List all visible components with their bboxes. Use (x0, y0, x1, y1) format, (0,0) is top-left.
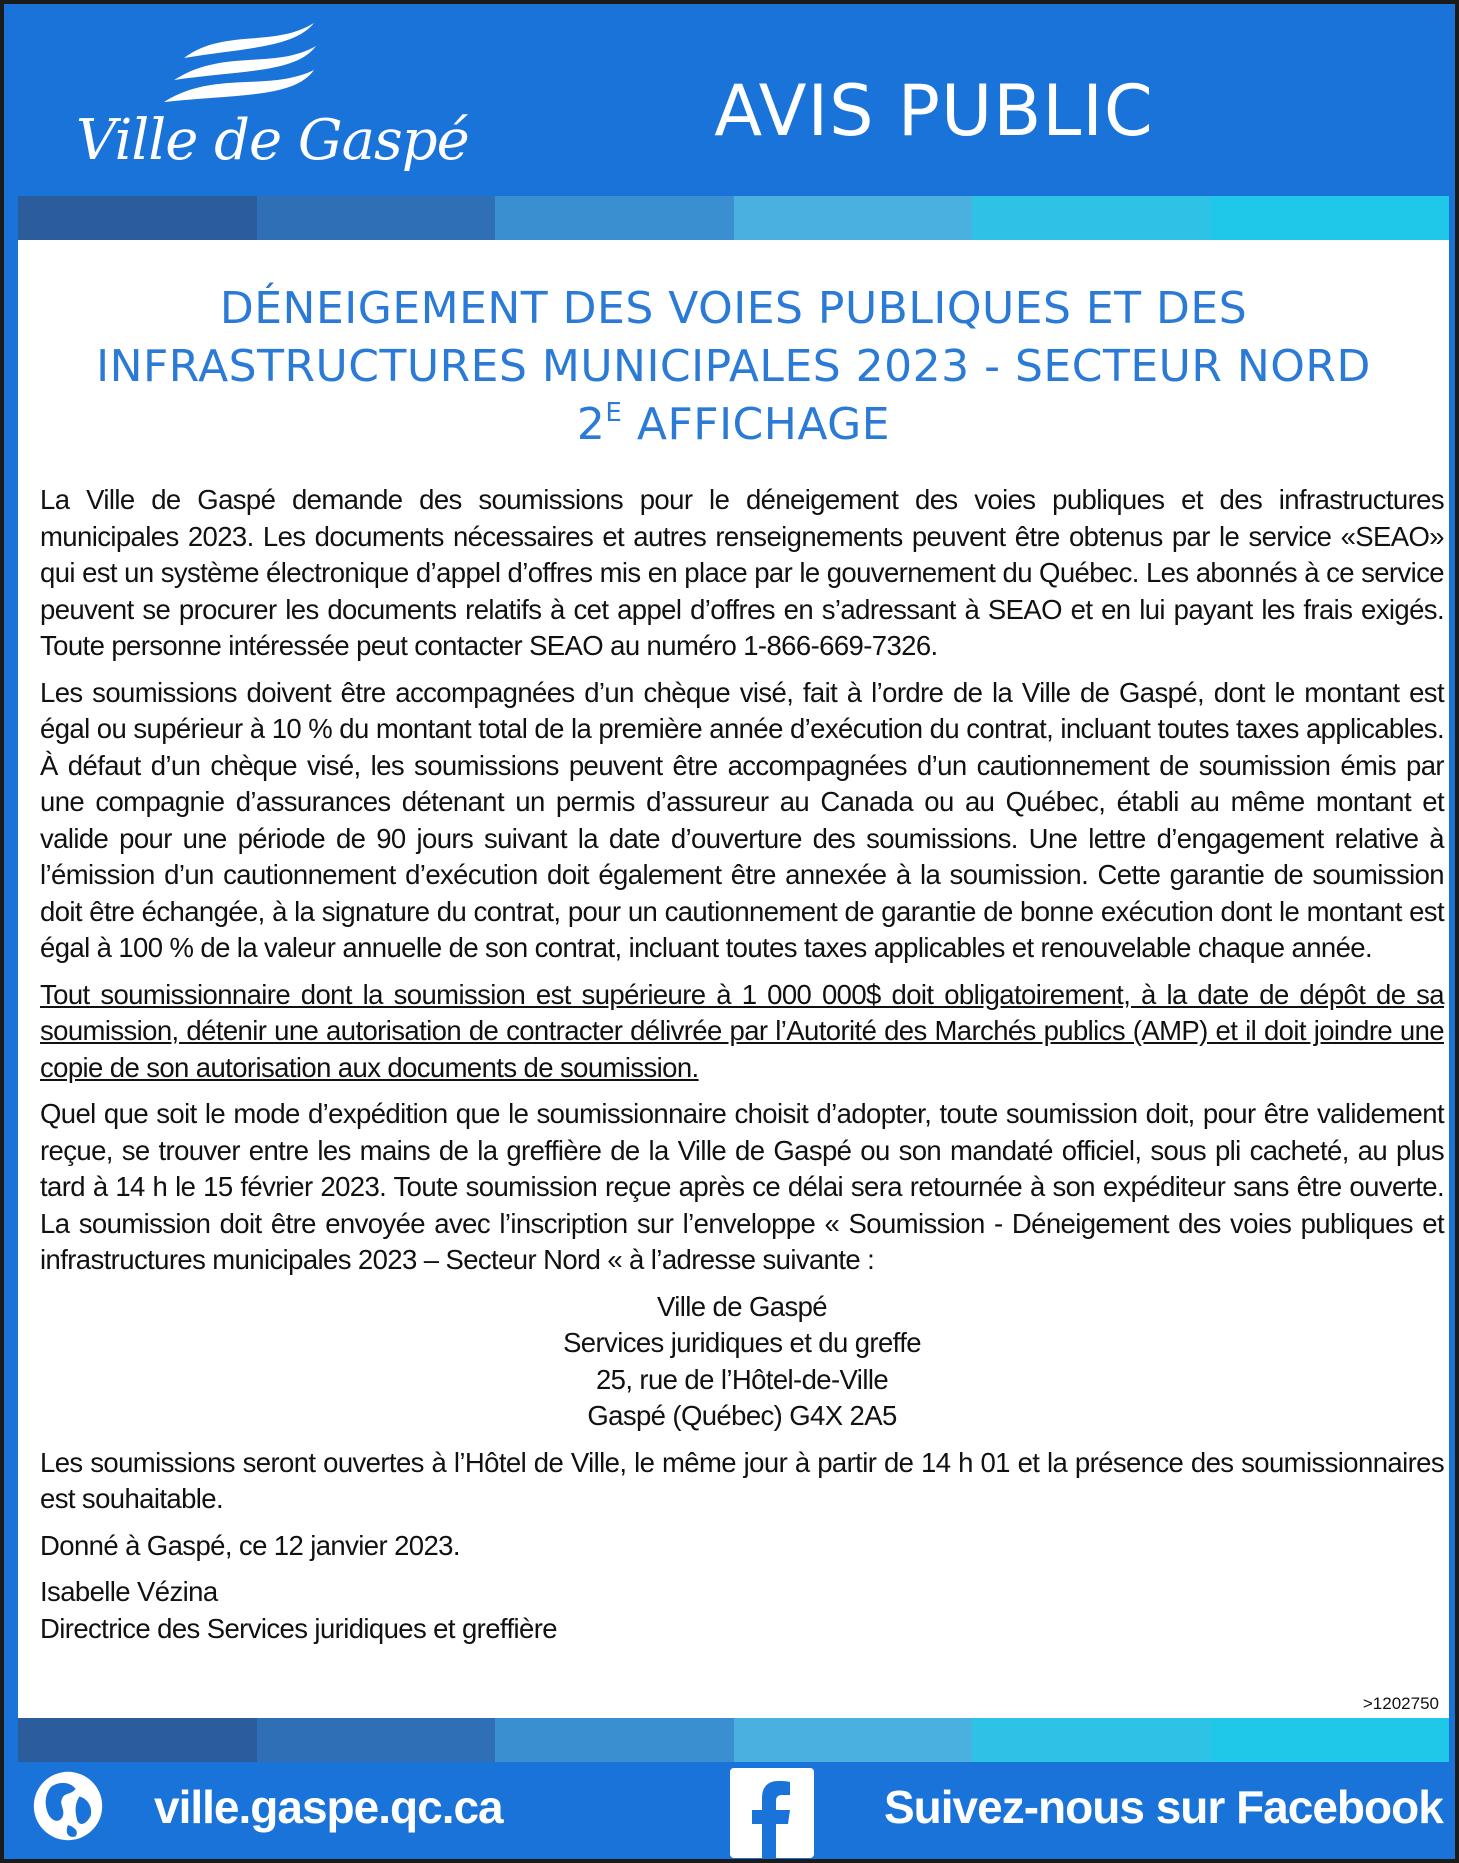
paragraph-amp-authorization: Tout soumissionnaire dont la soumission est supérieure à 1 000 000$ doit obligatoirement, à la date de dépôt de sa soumission, détenir une autorisation de contracter délivrée par l’Autorité des Marchés publics (AMP) et il doit joindre une copie de son autorisation aux documents de soumission. (40, 978, 1444, 1083)
globe-icon (30, 1768, 106, 1844)
paragraph-opening: Les soumissions seront ouvertes à l’Hôtel de Ville, le même jour à partir de 14 h 01 et la présence des soumissionnaires est souhaitable. (40, 1446, 1444, 1514)
address-line: Services juridiques et du greffe (563, 1327, 921, 1358)
notice-title-line: DÉNEIGEMENT DES VOIES PUBLIQUES ET DES (219, 283, 1248, 334)
notice-title-line: INFRASTRUCTURES MUNICIPALES 2023 - SECTEUR NORD (96, 341, 1371, 392)
paragraph-guarantee: Les soumissions doivent être accompagnées d’un chèque visé, fait à l’ordre de la Ville de Gaspé, dont le montant est égal ou supérieur à 10 % du montant total de la première année d’exécution du contrat, incluant toutes taxes applicables. À défaut d’un chèque visé, les soumissions peuvent être accompagnées d’un cautionnement de soumission émis par une compagnie d’assurances détenant un permis d’assureur au Canada ou au Québec, établi au même montant et valide pour une période de 90 jours suivant la date d’ouverture des soumissions. Une lettre d’engagement relative à l’émission d’un cautionnement d’exécution doit également être annexée à la soumission. Cette garantie de soumission doit être échangée, à la signature du contrat, pour un cautionnement de garantie de bonne exécution dont le montant est égal à 100 % de la valeur annuelle de son contrat, incluant toutes taxes applicables et renouvelable chaque année. (40, 676, 1444, 963)
mailing-address (40, 1289, 1444, 1435)
paragraph-intro: La Ville de Gaspé demande des soumissions pour le déneigement des voies publiques et des infrastructures municipales 2023. Les documents nécessaires et autres renseignements peuvent être obtenus par le service «SEAO» qui est un système électronique d’appel d’offres mis en place par le gouvernement du Québec. Les abonnés à ce service peuvent se procurer les documents relatifs à cet appel d’offres en s’adressant à SEAO et en lui payant les frais exigés. Toute personne intéressée peut contacter SEAO au numéro 1-866-669-7326. (40, 484, 1444, 661)
facebook-icon[interactable] (730, 1768, 814, 1858)
page-title: AVIS PUBLIC (714, 70, 1154, 152)
signer-name: Isabelle Vézina (40, 1576, 218, 1607)
posting-label: AFFICHAGE (622, 399, 891, 450)
given-date: Donné à Gaspé, ce 12 janvier 2023. (40, 1529, 460, 1561)
logo-text: Ville de Gaspé (76, 108, 469, 173)
address-line: 25, rue de l’Hôtel-de-Ville (595, 1363, 889, 1395)
color-stripe-bottom (18, 1718, 1449, 1762)
header (4, 4, 1455, 196)
notice-panel (18, 240, 1449, 1718)
paragraph-submission-deadline: Quel que soit le mode d’expédition que le soumissionnaire choisit d’adopter, toute soumission doit, pour être validement reçue, se trouver entre les mains de la greffière de la Ville de Gaspé ou son mandaté officiel, sous pli cacheté, au plus tard à 14 h le 15 février 2023. Toute soumission reçue après ce délai sera retournée à son expéditeur sans être ouverte. La soumission doit être envoyée avec l’inscription sur l’enveloppe « Soumission - Déneigement des voies publiques et infrastructures municipales 2023 – Secteur Nord « à l’adresse suivante : (40, 1098, 1444, 1275)
reference-code: >1202750 (1362, 1694, 1439, 1713)
signer-title: Directrice des Services juridiques et greffière (40, 1612, 557, 1644)
footer (4, 1762, 1455, 1859)
website-link[interactable]: ville.gaspe.qc.ca (154, 1781, 503, 1833)
notice-title (18, 280, 1449, 454)
color-stripe-top (18, 196, 1449, 240)
notice-body (40, 482, 1444, 1647)
ordinal-superscript: E (605, 398, 623, 428)
notice-title-line (18, 396, 1449, 454)
signature-block (40, 1574, 1444, 1647)
address-line: Gaspé (Québec) G4X 2A5 (587, 1400, 897, 1431)
posting-number: 2 (576, 399, 606, 450)
facebook-link[interactable]: Suivez-nous sur Facebook (884, 1781, 1443, 1833)
waves-logo-icon (164, 18, 324, 108)
address-line: Ville de Gaspé (657, 1290, 827, 1322)
